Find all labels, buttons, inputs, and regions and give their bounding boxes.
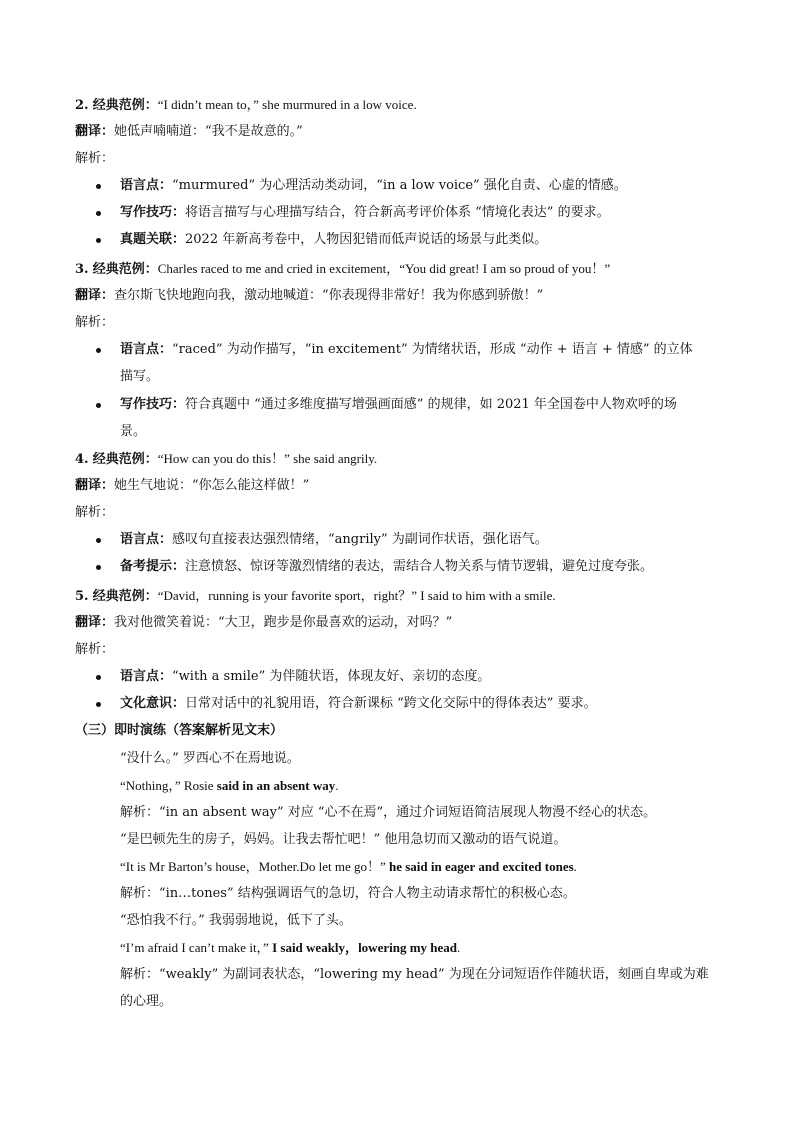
item-number: 4. <box>75 452 89 467</box>
practice-1-english <box>120 777 339 795</box>
point-text: 感叹句直接表达强烈情绪，“angrily” 为副词作状语，强化语气。 <box>172 532 548 547</box>
translation-label: 翻译： <box>75 124 115 139</box>
translation-text: 我对他微笑着说：“大卫，跑步是你最喜欢的运动，对吗？” <box>114 615 453 630</box>
english-bold: I said weakly <box>272 940 346 955</box>
item-2-example <box>75 96 417 115</box>
point-label: 文化意识： <box>120 696 186 711</box>
item-3-analysis-label: 解析： <box>75 315 115 330</box>
practice-3-chinese: “恐怕我不行。” 我弱弱地说，低下了头。 <box>120 913 352 928</box>
point-label: 语言点： <box>120 669 173 684</box>
point-text: “with a smile” 为伴随状语，体现友好、亲切的态度。 <box>172 669 491 684</box>
example-label: 经典范例： <box>92 98 158 113</box>
item-5-analysis-label: 解析： <box>75 642 115 657</box>
translation-text: 查尔斯飞快地跑向我，激动地喊道：“你表现得非常好！我为你感到骄傲！” <box>114 288 544 303</box>
translation-text: 她生气地说：“你怎么能这样做！” <box>114 478 310 493</box>
bullet-icon <box>96 238 101 243</box>
practice-heading: （三）即时演练（答案解析见文末） <box>75 723 284 738</box>
english-plain: “It is Mr Barton’s house，Mother.Do let me go！” <box>120 859 389 874</box>
practice-2-analysis: 解析：“in…tones” 结构强调语气的急切，符合人物主动请求帮忙的积极心态。 <box>120 886 576 901</box>
practice-3-analysis: 解析：“weakly” 为副词表状态，“lowering my head” 为现在分词短语作伴随状语，刻画自卑或为难 <box>120 967 709 982</box>
english-bold: he said in eager and excited tones <box>389 859 574 874</box>
english-mid: ， <box>345 940 359 955</box>
point-label: 备考提示： <box>120 559 186 574</box>
item-5-translation <box>75 614 452 632</box>
item-4-translation <box>75 477 309 495</box>
example-text: Charles raced to me and cried in excitement，“You did great! I am so proud of you！” <box>157 261 611 276</box>
point-label: 语言点： <box>120 532 173 547</box>
item-2-point-2 <box>120 204 610 222</box>
item-number: 3. <box>75 262 89 277</box>
bullet-icon <box>96 675 101 680</box>
point-label: 写作技巧： <box>120 205 186 220</box>
english-end: . <box>457 940 461 955</box>
bullet-icon <box>96 348 101 353</box>
english-end: . <box>335 778 339 793</box>
item-3-translation <box>75 287 543 305</box>
practice-3-analysis-cont: 的心理。 <box>120 994 173 1009</box>
english-bold: lowering my head <box>358 940 458 955</box>
item-4-example <box>75 450 377 469</box>
example-label: 经典范例： <box>92 589 158 604</box>
bullet-icon <box>96 538 101 543</box>
translation-label: 翻译： <box>75 478 115 493</box>
item-3-example <box>75 260 610 279</box>
practice-1-analysis: 解析：“in an absent way” 对应 “心不在焉”，通过介词短语简洁展现人物漫不经心的状态。 <box>120 805 657 820</box>
item-4-point-2 <box>120 558 653 576</box>
item-5-point-2 <box>120 695 597 713</box>
point-label: 语言点： <box>120 178 173 193</box>
practice-2-chinese: “是巴顿先生的房子，妈妈。让我去帮忙吧！” 他用急切而又激动的语气说道。 <box>120 832 567 847</box>
bullet-icon <box>96 403 101 408</box>
item-5-example <box>75 587 556 606</box>
practice-1-chinese: “没什么。” 罗西心不在焉地说。 <box>120 751 300 766</box>
point-text: 将语言描写与心理描写结合，符合新高考评价体系 “情境化表达” 的要求。 <box>185 205 610 220</box>
example-text: “I didn’t mean to，” she murmured in a low voice. <box>157 97 417 112</box>
item-2-translation <box>75 123 303 141</box>
translation-label: 翻译： <box>75 615 115 630</box>
english-plain: “I’m afraid I can’t make it，” <box>120 940 273 955</box>
point-text: 2022 年新高考卷中，人物因犯错而低声说话的场景与此类似。 <box>185 232 548 247</box>
bullet-icon <box>96 702 101 707</box>
item-3-point-1-cont: 描写。 <box>120 369 160 384</box>
item-4-analysis-label: 解析： <box>75 505 115 520</box>
practice-2-english <box>120 858 577 876</box>
bullet-icon <box>96 211 101 216</box>
item-3-point-1 <box>120 341 693 359</box>
item-2-point-3 <box>120 231 547 249</box>
point-label: 语言点： <box>120 342 173 357</box>
point-label: 真题关联： <box>120 232 186 247</box>
item-2-point-1 <box>120 177 627 195</box>
point-text: “raced” 为动作描写，“in excitement” 为情绪状语，形成 “动作 + 语言 + 情感” 的立体 <box>172 342 693 357</box>
english-end: . <box>573 859 577 874</box>
item-number: 2. <box>75 98 89 113</box>
english-plain: “Nothing，” Rosie <box>120 778 217 793</box>
point-text: 注意愤怒、惊讶等激烈情绪的表达，需结合人物关系与情节逻辑，避免过度夸张。 <box>185 559 654 574</box>
item-2-analysis-label: 解析： <box>75 151 115 166</box>
item-5-point-1 <box>120 668 490 686</box>
example-text: “How can you do this！” she said angrily. <box>157 451 378 466</box>
translation-label: 翻译： <box>75 288 115 303</box>
english-bold: said in an absent way <box>216 778 336 793</box>
example-text: “David，running is your favorite sport，right？” I said to him with a smile. <box>157 588 556 603</box>
bullet-icon <box>96 184 101 189</box>
point-text: 符合真题中 “通过多维度描写增强画面感” 的规律，如 2021 年全国卷中人物欢呼的场 <box>185 397 677 412</box>
example-label: 经典范例： <box>92 452 158 467</box>
point-text: “murmured” 为心理活动类动词，“in a low voice” 强化自责、心虚的情感。 <box>172 178 627 193</box>
point-text: 日常对话中的礼貌用语，符合新课标 “跨文化交际中的得体表达” 要求。 <box>185 696 597 711</box>
translation-text: 她低声喃喃道：“我不是故意的。” <box>114 124 303 139</box>
item-3-point-2 <box>120 396 677 414</box>
bullet-icon <box>96 565 101 570</box>
point-label: 写作技巧： <box>120 397 186 412</box>
item-number: 5. <box>75 589 89 604</box>
practice-3-english <box>120 939 460 957</box>
item-3-point-2-cont: 景。 <box>120 424 147 439</box>
item-4-point-1 <box>120 531 548 549</box>
example-label: 经典范例： <box>92 262 158 277</box>
